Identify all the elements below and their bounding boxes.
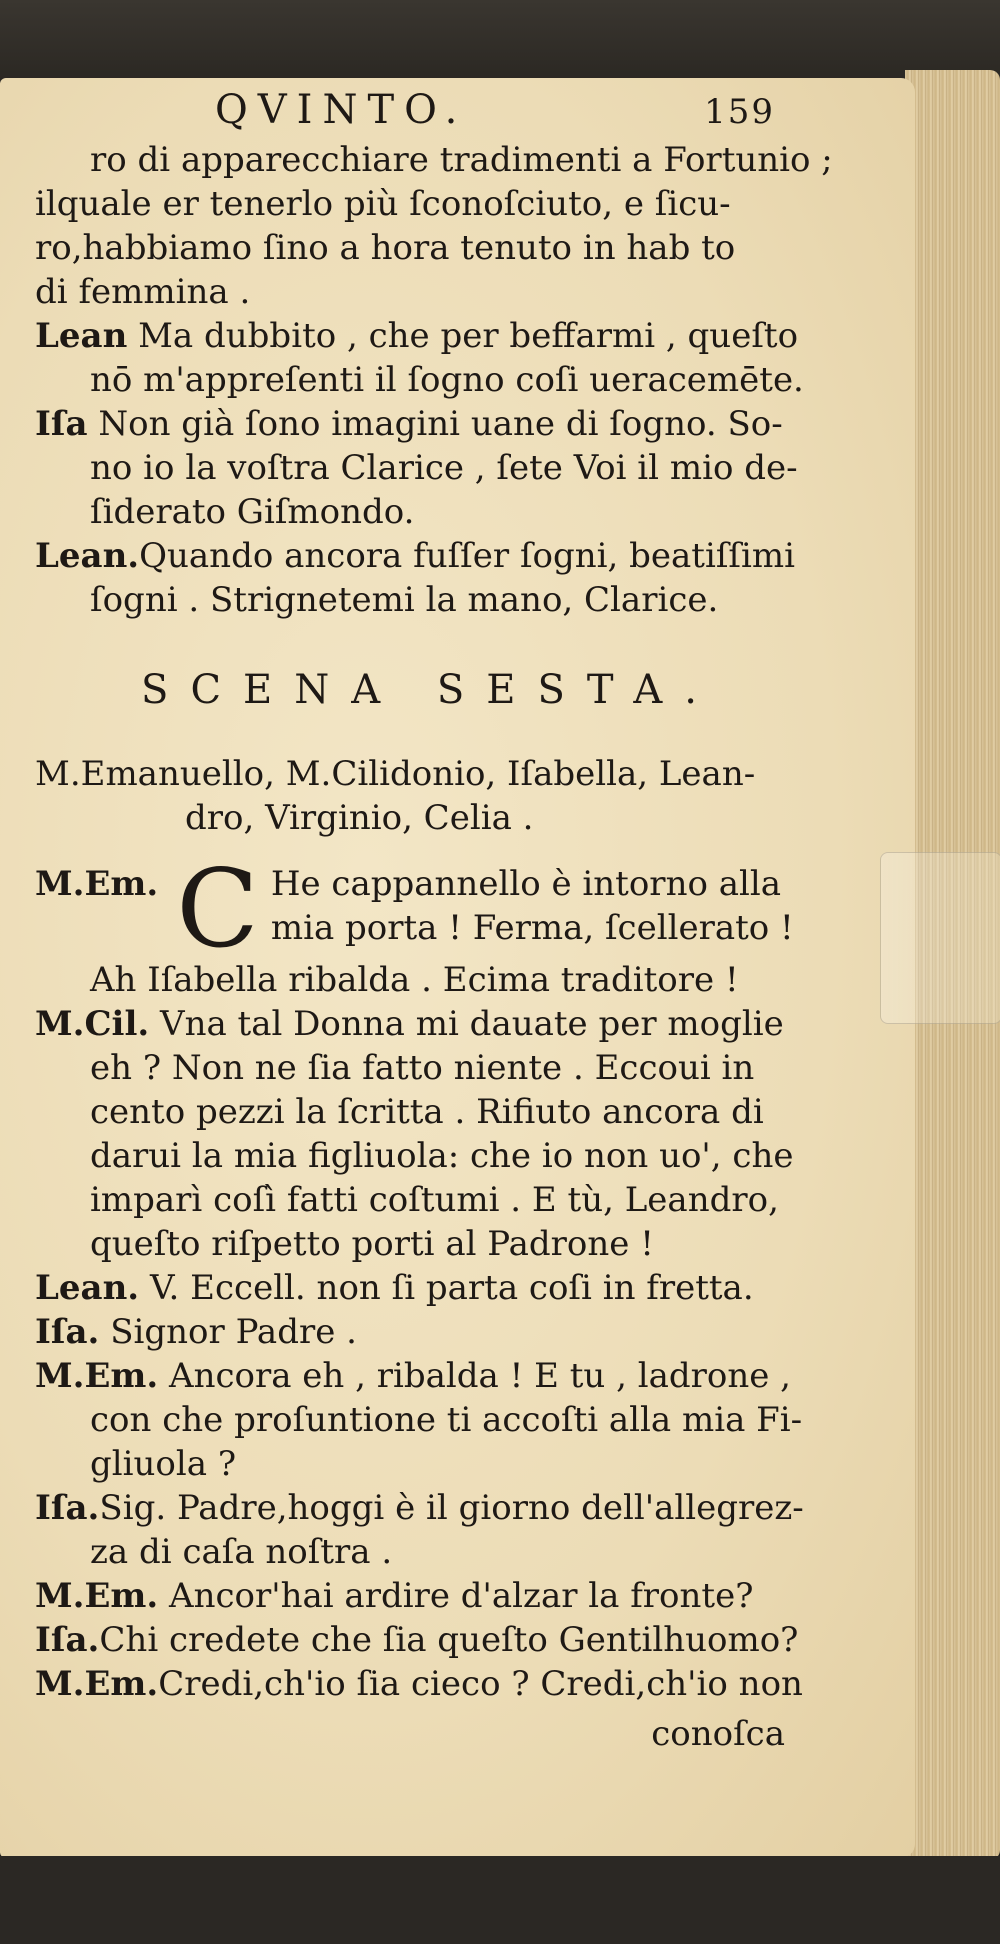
text-line: ro di apparecchiare tradimenti a Fortunio ; — [90, 140, 833, 180]
text-line: ro,habbiamo ſino a hora tenuto in hab to — [35, 228, 736, 268]
speech: Signor Padre . — [110, 1312, 357, 1352]
text-line: gliuola ? — [90, 1444, 237, 1484]
text-line: queſto riſpetto porti al Padrone ! — [90, 1224, 654, 1264]
dialogue-line — [35, 402, 795, 446]
page-clip — [880, 852, 1000, 1024]
text-line: ſiderato Giſmondo. — [90, 492, 415, 532]
text-line: imparì coſì fatti coſtumi . E tù, Leandro, — [90, 1180, 779, 1220]
running-head-title: QVINTO. — [215, 87, 468, 133]
dialogue-line — [35, 1310, 795, 1354]
dialogue-line — [35, 1486, 804, 1530]
text-line: cento pezzi la ſcritta . Rifiuto ancora di — [90, 1092, 764, 1132]
speech: Ancor'hai ardire d'alzar la fronte? — [169, 1576, 754, 1616]
text-line: eh ? Non ne ſia fatto niente . Eccoui in — [90, 1048, 755, 1088]
speaker: M.Em. — [35, 1576, 159, 1616]
dialogue-line — [35, 1618, 799, 1662]
speaker: Iſa. — [35, 1620, 100, 1660]
speech: Ma dubbito , che per beffarmi , queſto — [138, 316, 799, 356]
dialogue-line — [35, 534, 795, 578]
speech: V. Eccell. non ſi parta coſi in fretta. — [149, 1268, 754, 1308]
speaker: M.Cil. — [35, 1004, 150, 1044]
text-line: He cappannello è intorno alla — [270, 864, 782, 904]
dialogue-line — [35, 1574, 795, 1618]
text-line: di femmina . — [35, 272, 251, 312]
dialogue-line — [35, 1662, 803, 1706]
text-line: no io la voſtra Clarice , ſete Voi il mio de- — [90, 448, 798, 488]
text-line: ſogni . Strignetemi la mano, Clarice. — [90, 580, 719, 620]
speech: Sig. Padre,hoggi è il giorno dell'allegrez- — [99, 1488, 804, 1528]
text-line: darui la mia figliuola: che io non uo', che — [90, 1136, 794, 1176]
drop-cap: C — [176, 847, 259, 972]
speaker: Lean. — [35, 1268, 140, 1308]
dropcap-block — [35, 847, 795, 972]
speaker: Iſa. — [35, 1488, 100, 1528]
top-shadow — [0, 0, 1000, 85]
dialogue-line — [35, 1002, 795, 1046]
dialogue-line — [35, 1266, 795, 1310]
bottom-shadow — [0, 1856, 1000, 1944]
speech: Non già ſono imagini uane di ſogno. So- — [98, 404, 783, 444]
text-line: za di caſa noſtra . — [90, 1532, 393, 1572]
speaker: Iſa — [35, 404, 88, 444]
dialogue-line — [35, 314, 799, 358]
text-line: mia porta ! Ferma, ſcellerato ! — [270, 908, 794, 948]
speech: Quando ancora fuſſer ſogni, beatiſſimi — [139, 536, 796, 576]
text-line: con che proſuntione ti accoſti alla mia Fi- — [90, 1400, 803, 1440]
cast-line: M.Emanuello, M.Cilidonio, Iſabella, Lean- — [35, 754, 756, 794]
page-text — [35, 87, 833, 1756]
scene-title: SCENA SESTA. — [141, 667, 719, 713]
speaker: M.Em. — [35, 864, 159, 904]
speaker: Iſa. — [35, 1312, 100, 1352]
speaker: M.Em. — [35, 1664, 159, 1704]
text-line: nō m'appreſenti il ſogno coſi ueracemēte. — [90, 360, 804, 400]
speech: Chi credete che ſia queſto Gentilhuomo? — [99, 1620, 799, 1660]
text-line: Ah Iſabella ribalda . Ecima traditore ! — [90, 960, 739, 1000]
dialogue-line — [35, 1354, 795, 1398]
speech: Vna tal Donna mi dauate per moglie — [160, 1004, 784, 1044]
speaker: Lean. — [35, 536, 140, 576]
speaker: Lean — [35, 316, 128, 356]
speech: Ancora eh , ribalda ! E tu , ladrone , — [169, 1356, 791, 1396]
cast-line: dro, Virginio, Celia . — [185, 798, 534, 838]
speaker: M.Em. — [35, 1356, 159, 1396]
running-head — [35, 88, 795, 134]
speech: Credi,ch'io ſia cieco ? Credi,ch'io non — [158, 1664, 803, 1704]
page-number: 159 — [704, 92, 775, 132]
catchword: conoſca — [651, 1714, 785, 1754]
text-line: ilquale er tenerlo più ſconoſciuto, e ſicu- — [35, 184, 731, 224]
